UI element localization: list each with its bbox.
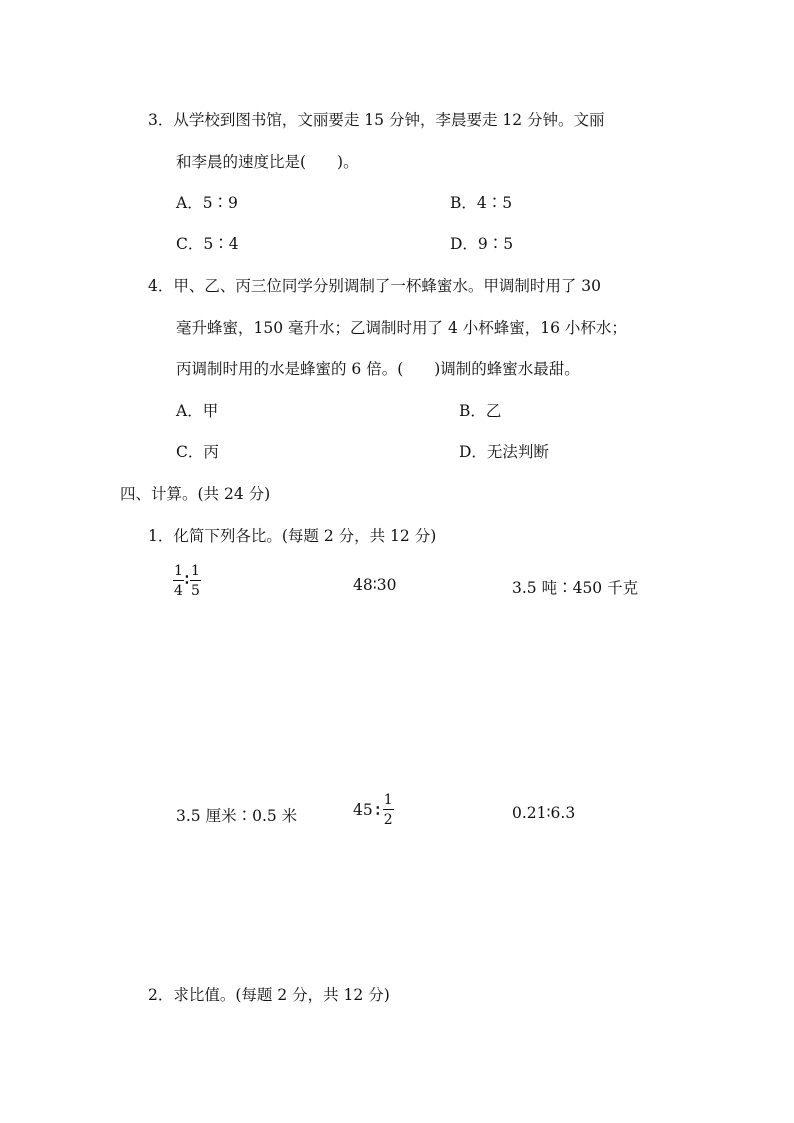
fraction-1-numerator: 1 [174, 563, 183, 579]
fraction-1-denominator: 4 [174, 583, 183, 599]
ratio-item-6: 0.21∶6.3 [512, 804, 576, 822]
ratio-colon: ∶ [184, 570, 189, 589]
ratio-item-1 [173, 564, 201, 598]
q3-line1: 3．从学校到图书馆，文丽要走 15 分钟，李晨要走 12 分钟。文丽 [148, 111, 605, 129]
q4-option-a: A．甲 [176, 402, 219, 420]
fraction-2-denominator: 5 [190, 583, 200, 599]
ratio-item-3: 3.5 吨∶450 千克 [512, 579, 639, 597]
ratio-item-5 [353, 793, 394, 827]
sub-question-2: 2．求比值。(每题 2 分，共 12 分) [148, 986, 390, 1004]
ratio-item-5-left: 45 [353, 801, 373, 819]
q3-option-a: A．5∶9 [176, 194, 238, 212]
q4-line1: 4．甲、乙、丙三位同学分别调制了一杯蜂蜜水。甲调制时用了 30 [148, 277, 602, 295]
sub-question-1: 1．化简下列各比。(每题 2 分，共 12 分) [148, 527, 437, 545]
q3-option-b: B．4∶5 [450, 194, 513, 212]
section-heading: 四、计算。(共 24 分) [120, 485, 271, 503]
ratio-colon: ∶ [375, 800, 380, 820]
q4-option-d: D．无法判断 [459, 443, 549, 461]
ratio-item-4: 3.5 厘米∶0.5 米 [176, 807, 298, 825]
fraction-3 [383, 793, 394, 827]
fraction-1 [173, 564, 184, 598]
fraction-2 [190, 564, 201, 598]
q4-option-b: B．乙 [459, 402, 502, 420]
q4-option-c: C．丙 [176, 443, 219, 461]
q4-line2: 毫升蜂蜜，150 毫升水；乙调制时用了 4 小杯蜂蜜，16 小杯水； [176, 319, 627, 337]
ratio-item-2: 48∶30 [353, 576, 397, 594]
fraction-3-numerator: 1 [383, 792, 393, 808]
fraction-3-denominator: 2 [383, 812, 393, 828]
q3-option-c: C．5∶4 [176, 235, 239, 253]
q4-line3: 丙调制时用的水是蜂蜜的 6 倍。( )调制的蜂蜜水最甜。 [176, 360, 580, 378]
q3-option-d: D．9∶5 [450, 235, 514, 253]
q3-line2: 和李晨的速度比是( )。 [176, 153, 359, 171]
fraction-2-numerator: 1 [190, 563, 200, 579]
